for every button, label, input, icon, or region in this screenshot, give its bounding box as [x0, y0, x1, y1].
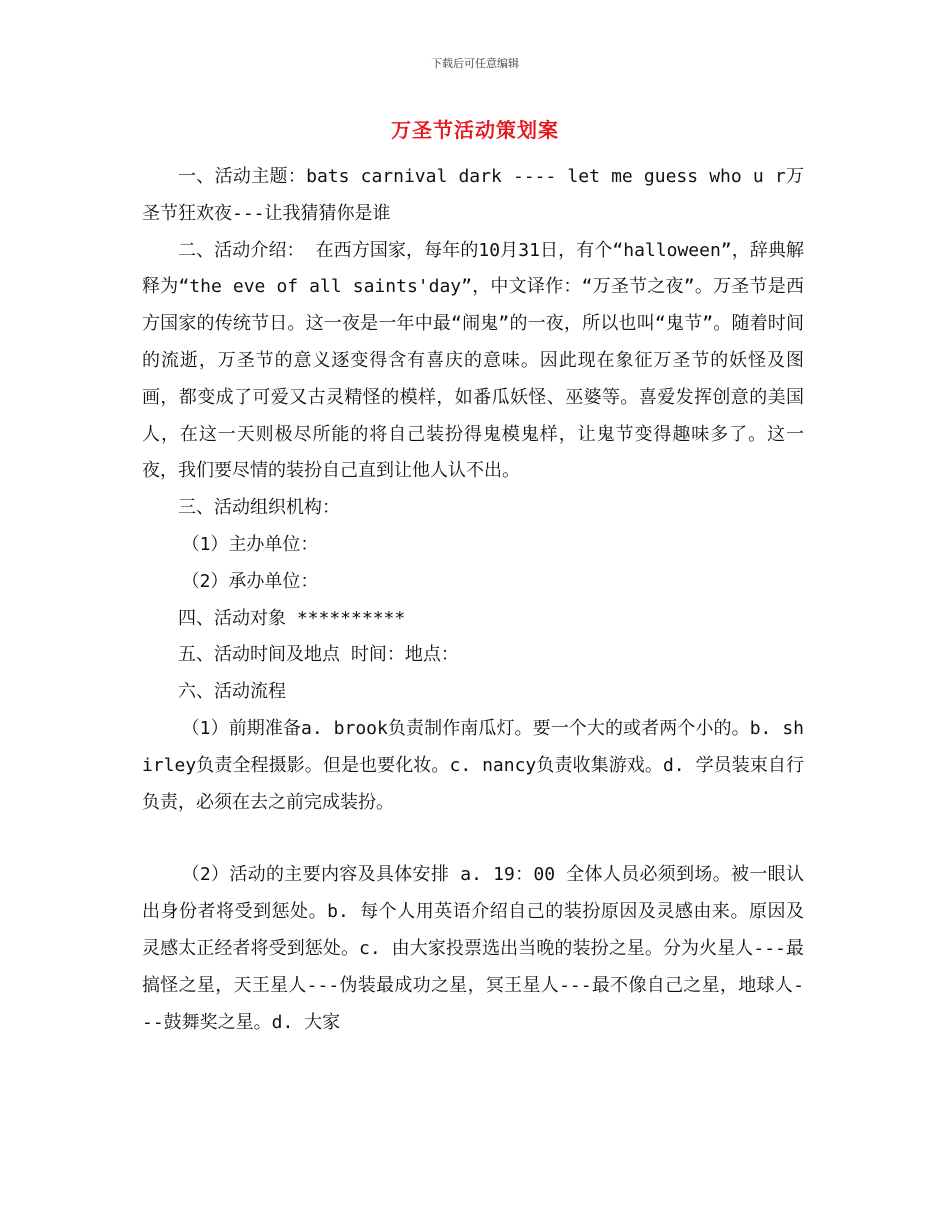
section-theme: 一、活动主题：bats carnival dark ---- let me guess who u r万圣节狂欢夜---让我猜猜你是谁 [142, 166, 804, 224]
organizer-item: （1）主办单位： [181, 533, 319, 555]
document-body [142, 159, 804, 1041]
process-main-content: （2）活动的主要内容及具体安排 a. 19：00 全体人员必须到场。被一眼认出身份者将受到惩处。b. 每个人用英语介绍自己的装扮原因及灵感由来。原因及灵感太正经者将受到惩处。c. 由大家投票选出当晚的装扮之星。分为火星人---最搞怪之星，天王星人---伪装最成功之星，冥王星人---最不像自己之星，地球人---鼓舞奖之星。d. 大家 [142, 864, 804, 1033]
section-process: 六、活动流程 [178, 681, 286, 703]
section-introduction: 二、活动介绍： 在西方国家，每年的10月31日，有个“halloween”，辞典解释为“the eve of all saints'day”，中文译作：“万圣节之夜”。万圣节是西方国家的传统节日。这一夜是一年中最“闹鬼”的一夜，所以也叫“鬼节”。随着时间的流逝，万圣节的意义逐变得含有喜庆的意味。因此现在象征万圣节的妖怪及图画，都变成了可爱又古灵精怪的模样，如番瓜妖怪、巫婆等。喜爱发挥创意的美国人，在这一天则极尽所能的将自己装扮得鬼模鬼样，让鬼节变得趣味多了。这一夜，我们要尽情的装扮自己直到让他人认不出。 [142, 239, 804, 482]
section-audience: 四、活动对象 ********** [178, 607, 406, 629]
process-preparation: （1）前期准备a. brook负责制作南瓜灯。要一个大的或者两个小的。b. shirley负责全程摄影。但是也要化妆。c. nancy负责收集游戏。d. 学员装束自行负责，必须在去之前完成装扮。 [142, 717, 804, 813]
page-header-note: 下载后可任意编辑 [431, 57, 519, 70]
section-time-place: 五、活动时间及地点 时间：地点： [178, 644, 459, 666]
co-organizer-item: （2）承办单位： [181, 570, 319, 592]
document-title: 万圣节活动策划案 [391, 118, 559, 142]
section-organization: 三、活动组织机构： [178, 497, 340, 519]
